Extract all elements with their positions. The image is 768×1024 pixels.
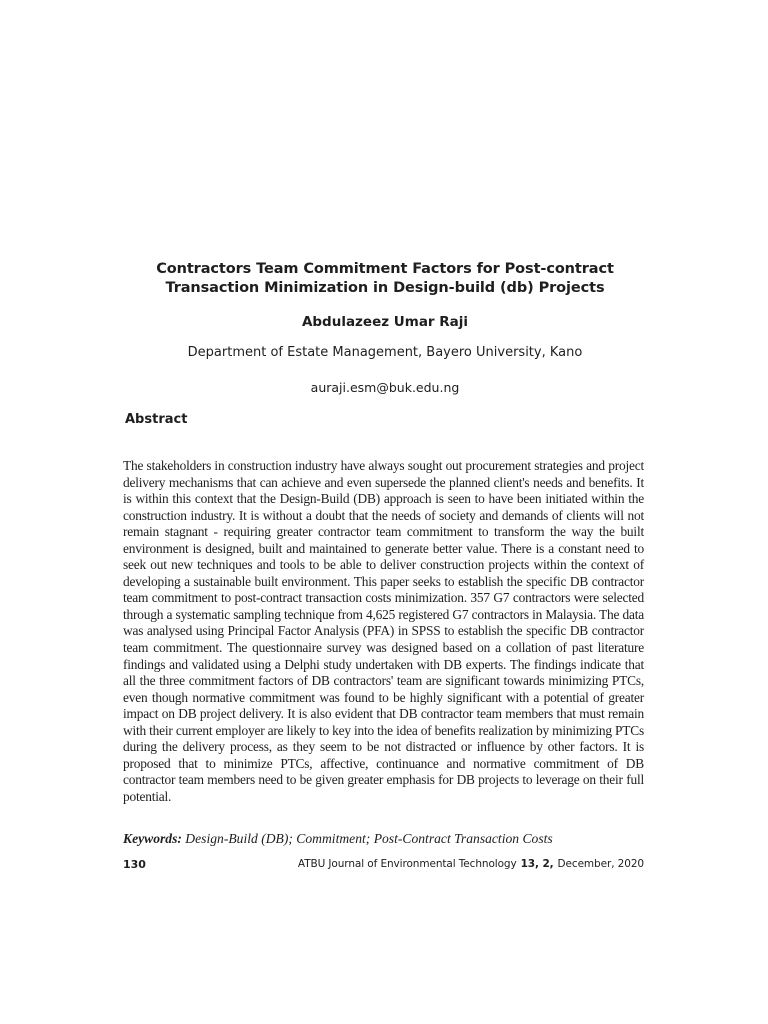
abstract-body: The stakeholders in construction industry have always sought out procurement strategies and project delivery mechanisms that can achieve and even supersede the planned client's needs and benefits. It is within this context that the Design-Build (DB) approach is seen to have been initiated within the construction industry. It is without a doubt that the needs of society and demands of clients will not remain stagnant - requiring greater contractor team commitment to transform the way the built environment is designed, built and maintained to generate better value. There is a constant need to seek out new techniques and tools to be able to deliver construction projects within the context of developing a sustainable built environment. This paper seeks to establish the specific DB contractor team commitment to post-contract transaction costs minimization. 357 G7 contractors were selected through a systematic sampling technique from 4,625 registered G7 contractors in Malaysia. The data was analysed using Principal Factor Analysis (PFA) in SPSS to establish the specific DB contractor team commitment. The questionnaire survey was designed based on a collation of past literature findings and validated using a Delphi study undertaken with DB experts. The findings indicate that all the three commitment factors of DB contractors' team are significant towards minimizing PTCs, even though normative commitment was found to be highly significant with a potential of greater impact on DB project delivery. It is also evident that DB contractor team members that must remain with their current employer are likely to key into the idea of benefits realization by minimizing PTCs during the delivery process, as they seem to be not distracted or influence by other factors. It is proposed that to minimize PTCs, affective, continuance and normative commitment of DB contractor team members need to be given greater emphasis for DB projects to leverage on their full potential. [123, 458, 644, 804]
paper-title-line-2: Transaction Minimization in Design-build (db) Projects [165, 280, 605, 296]
keywords-label: Keywords: [123, 831, 182, 846]
abstract-heading: Abstract [125, 412, 188, 427]
journal-volume-issue: 13, 2, [520, 858, 554, 870]
journal-name: ATBU Journal of Environmental Technology [297, 858, 517, 870]
journal-footer [298, 858, 644, 870]
keywords-text: Design-Build (DB); Commitment; Post-Contract Transaction Costs [181, 831, 553, 846]
author-affiliation: Department of Estate Management, Bayero University, Kano [187, 345, 583, 360]
keywords [123, 831, 553, 847]
paper-title-line-1: Contractors Team Commitment Factors for Post-contract [156, 261, 614, 277]
author-name: Abdulazeez Umar Raji [301, 314, 469, 330]
paper-title [100, 260, 670, 298]
page-number: 130 [123, 858, 146, 871]
journal-date: December, 2020 [557, 858, 644, 870]
author-email: auraji.esm@buk.edu.ng [310, 380, 460, 395]
